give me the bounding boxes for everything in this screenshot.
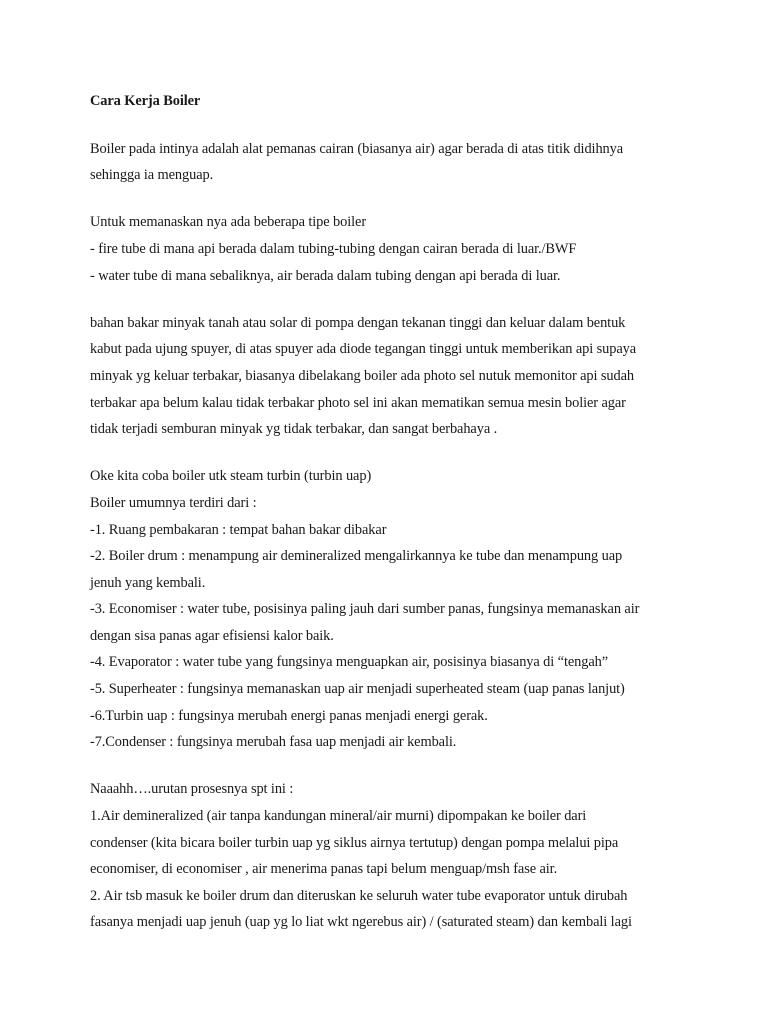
text-line: Boiler pada intinya adalah alat pemanas cairan (biasanya air) agar berada di atas titik didihnya — [90, 140, 624, 157]
paragraph — [90, 776, 690, 936]
text-line: economiser, di economiser , air menerima panas tapi belum menguap/msh fase air. — [90, 861, 558, 878]
text-line: -6.Turbin uap : fungsinya merubah energi panas menjadi energi gerak. — [90, 707, 488, 724]
document-title: Cara Kerja Boiler — [90, 93, 201, 109]
text-line: fasanya menjadi uap jenuh (uap yg lo liat wkt ngerebus air) / (saturated steam) dan kembali lagi — [90, 914, 632, 931]
text-line: -5. Superheater : fungsinya memanaskan uap air menjadi superheated steam (uap panas lanjut) — [90, 681, 625, 698]
text-line: minyak yg keluar terbakar, biasanya dibelakang boiler ada photo sel nutuk memonitor api sudah — [90, 367, 635, 384]
text-line: - water tube di mana sebaliknya, air berada dalam tubing dengan api berada di luar. — [90, 267, 561, 284]
text-line: kabut pada ujung spuyer, di atas spuyer ada diode tegangan tinggi untuk memberikan api supaya — [90, 341, 637, 358]
text-line: -4. Evaporator : water tube yang fungsinya menguapkan air, posisinya biasanya di “tengah” — [90, 654, 609, 671]
text-line: Untuk memanaskan nya ada beberapa tipe boiler — [90, 214, 367, 231]
text-line: 1.Air demineralized (air tanpa kandungan mineral/air murni) dipompakan ke boiler dari — [90, 808, 587, 825]
paragraph — [90, 463, 690, 756]
text-line: condenser (kita bicara boiler turbin uap yg siklus airnya tertutup) dengan pompa melalui pipa — [90, 834, 619, 851]
text-line: Boiler umumnya terdiri dari : — [90, 494, 257, 511]
text-line: sehingga ia menguap. — [90, 167, 214, 184]
text-line: Naaahh….urutan prosesnya spt ini : — [90, 781, 294, 798]
text-line: - fire tube di mana api berada dalam tubing-tubing dengan cairan berada di luar./BWF — [90, 240, 577, 257]
text-line: -1. Ruang pembakaran : tempat bahan bakar dibakar — [90, 521, 387, 538]
text-line: jenuh yang kembali. — [90, 574, 206, 591]
text-line: bahan bakar minyak tanah atau solar di pompa dengan tekanan tinggi dan keluar dalam bentuk — [90, 314, 626, 331]
text-line: -3. Economiser : water tube, posisinya paling jauh dari sumber panas, fungsinya memanaskan air — [90, 601, 640, 618]
paragraph — [90, 136, 690, 189]
document-body — [90, 88, 690, 957]
paragraph-list — [90, 136, 690, 936]
text-line: 2. Air tsb masuk ke boiler drum dan diteruskan ke seluruh water tube evaporator untuk dirubah — [90, 887, 628, 904]
text-line: dengan sisa panas agar efisiensi kalor baik. — [90, 627, 334, 644]
text-line: -7.Condenser : fungsinya merubah fasa uap menjadi air kembali. — [90, 734, 457, 751]
text-line: Oke kita coba boiler utk steam turbin (turbin uap) — [90, 468, 372, 485]
text-line: -2. Boiler drum : menampung air demineralized mengalirkannya ke tube dan menampung uap — [90, 548, 623, 565]
text-line: terbakar apa belum kalau tidak terbakar photo sel ini akan mematikan semua mesin bolier agar — [90, 394, 626, 411]
paragraph — [90, 310, 690, 443]
paragraph — [90, 209, 690, 289]
text-line: tidak terjadi semburan minyak yg tidak terbakar, dan sangat berbahaya . — [90, 421, 498, 438]
